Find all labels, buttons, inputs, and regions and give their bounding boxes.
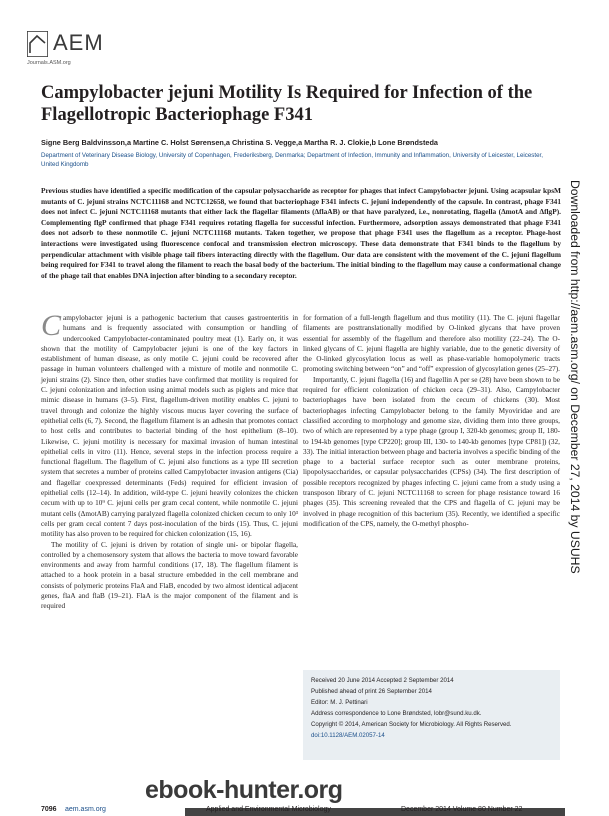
editor: Editor: M. J. Pettinari [311, 699, 368, 706]
body-column-right [303, 313, 560, 529]
download-notice-text[interactable]: Downloaded from http://aem.asm.org/ on December 27, 2014 by USUHS [568, 180, 582, 574]
correspondence: Address correspondence to Lone Brøndsted, lobr@sund.ku.dk. [311, 710, 482, 717]
footer-journal: Applied and Environmental Microbiology [206, 806, 331, 813]
logo-text: AEM [53, 30, 104, 55]
doi-link[interactable]: doi:10.1128/AEM.02057-14 [311, 732, 385, 739]
received-dates: Received 20 June 2014 Accepted 2 September 2014 [311, 677, 454, 684]
published-date: Published ahead of print 26 September 2014 [311, 688, 432, 695]
copyright: Copyright © 2014, American Society for Microbiology. All Rights Reserved. [311, 721, 512, 728]
aem-logo-icon [27, 31, 48, 57]
watermark: ebook-hunter.org [145, 776, 343, 804]
drop-cap: C [41, 309, 62, 342]
body-paragraph: The motility of C. jejuni is driven by rotation of single uni- or bipolar flagella, controlled by a chemosensory system that allows the bacteria to move toward favorable environments and away from harmful conditions (17, 18). The flagellum filament is attached to a hook protein in a basal structure embedded in the cell membrane and consists of polymeric proteins FlaA and FlaB, encoded by two almost identical adjacent genes, flaA and flaB (19–21). FlaA is the major component of the filament and is required [41, 540, 298, 611]
body-column-left [41, 309, 298, 612]
journal-logo [27, 27, 105, 79]
journal-url[interactable]: Journals.ASM.org [27, 60, 71, 66]
page-footer [41, 806, 561, 816]
body-paragraph: Importantly, C. jejuni flagella (16) and flagellin A per se (28) have been shown to be required for efficient colonization of chicken ceca (29–31). Also, Campylobacter bacteriophages have been isolated from the cecum of chickens (30). Most bacteriophages infecting Campylobacter belong to the family Myoviridae and are classified according to morphology and genome size, dividing them into three groups, two of which are represented by a type phage (group I, 320-kb genomes; group II, 180- to 194-kb genomes [type CP220]; group III, 130- to 140-kb genomes [type CP81]) (32, 33). The initial interaction between phage and bacteria involves a specific binding of the phage to a bacterial surface receptor such as outer membrane proteins, lipopolysaccharides, or capsular polysaccharides (CPSs) (34). The first description of possible receptors recognized by phages infecting C. jejuni came from a study using a transposon library of C. jejuni NCTC11168 to screen for phage resistance toward 16 phages (35). This screening revealed that the CPS and flagella of C. jejuni may be involved in phage recognition of this bacterium (35). Recently, we identified a specific modification of the CPS, namely, the O-methyl phospho- [303, 375, 560, 528]
page-number: 7096 [41, 806, 57, 813]
footer-issue: December 2014 Volume 80 Number 22 [401, 806, 523, 813]
article-info-box [303, 670, 560, 760]
author-list: Signe Berg Baldvinsson,a Martine C. Holst Sørensen,a Christina S. Vegge,a Martha R. J. Clokie,b Lone Brøndsteda [41, 138, 438, 147]
body-paragraph: Campylobacter jejuni is a pathogenic bacterium that causes gastroenteritis in humans and is frequently associated with consumption or handling of undercooked Campylobacter-contaminated poultry meat (1). Early on, it was shown that the motility of Campylobacter jejuni is one of the key factors in establishment of human disease, as only motile C. jejuni could be recovered after passage in human volunteers challenged with a mixture of motile and nonmotile C. jejuni strains (2). Since then, other studies have confirmed that motility is required for C. jejuni colonization and infection using animal models such as piglets and mice that mimic disease in humans (3–5). First, flagellum-driven motility enables C. jejuni to travel through and colonize the highly viscous mucus layer covering the surface of epithelial cells (6, 7). Second, the flagellum filament is an adhesin that promotes contact to host cells and contributes to bacterial binding of the host epithelium (8–10). Likewise, C. jejuni motility is necessary for maximal invasion of human intestinal epithelial cells in vitro (11). Hence, several steps in the infection process require a functional flagellum. The flagellum of C. jejuni also functions as a type III secretion system that secretes a number of proteins called Campylobacter invasion antigens (Cia) and flagellar coexpressed determinants (Feds) required for efficient invasion of epithelial cells (12–14). In addition, wild-type C. jejuni heavily colonizes the chicken cecum with up to 10⁹ C. jejuni cells per gram cecal content, while nonmotile C. jejuni mutant cells (ΔmotAB) carrying paralyzed flagella colonized chicken cecum to only 10³ cells per gram cecal content 7 days post-inoculation of the birds (15). Thus, C. jejuni motility has also proven to be required for chicken colonization (15, 16). [41, 309, 298, 539]
article-title: Campylobacter jejuni Motility Is Required for Infection of the Flagellotropic Bacteriophage F341 [41, 83, 533, 125]
download-notice [568, 180, 591, 700]
footer-site-link[interactable]: aem.asm.org [65, 806, 106, 813]
abstract: Previous studies have identified a specific modification of the capsular polysaccharide as receptor for phages that infect Campylobacter jejuni. Using acapsular kpsM mutants of C. jejuni strains NCTC11168 and NCTC12658, we found that bacteriophage F341 infects C. jejuni independently of the capsule. In contrast, phage F341 does not infect C. jejuni NCTC11168 mutants that either lack the flagellar filaments (ΔflaAB) or that have paralyzed, i.e., nonrotating, flagella (ΔmotA and ΔflgP). Complementing flgP confirmed that phage F341 requires rotating flagella for successful infection. Furthermore, adsorption assays demonstrated that phage F341 does not adsorb to these nonmotile C. jejuni NCTC11168 mutants. Taken together, we propose that phage F341 uses the flagellum as a receptor. Phage-host interactions were investigated using fluorescence confocal and transmission electron microscopy. These data demonstrate that F341 binds to the flagellum by perpendicular attachment with visible phage tail fibers interacting directly with the flagellum. Our data are consistent with the movement of the C. jejuni flagellum being required for F341 to travel along the filament to reach the basal body of the bacterium. The initial binding to the flagellum may cause a conformational change of the phage tail that enables DNA injection after binding to a secondary receptor. [41, 186, 561, 280]
body-paragraph: for formation of a full-length flagellum and thus motility (11). The C. jejuni flagellar filaments are posttranslationally modified by O-linked glycans that have proven essential for assembly of the flagellum and therefore also motility (22–24). The O-linked glycans of C. jejuni flagella are highly variable, due to the genetic diversity of the O-linked glycosylation locus as well as phase-variable homopolymeric tracts promoting switching between “on” and “off” expression of glycosylation genes (25–27). [303, 314, 560, 374]
affiliations: Department of Veterinary Disease Biology, University of Copenhagen, Frederiksberg, Denmarka; Department of Infection, Immunity and Inflammation, University of Leicester, Leicester, United Kingdomb [41, 152, 543, 168]
